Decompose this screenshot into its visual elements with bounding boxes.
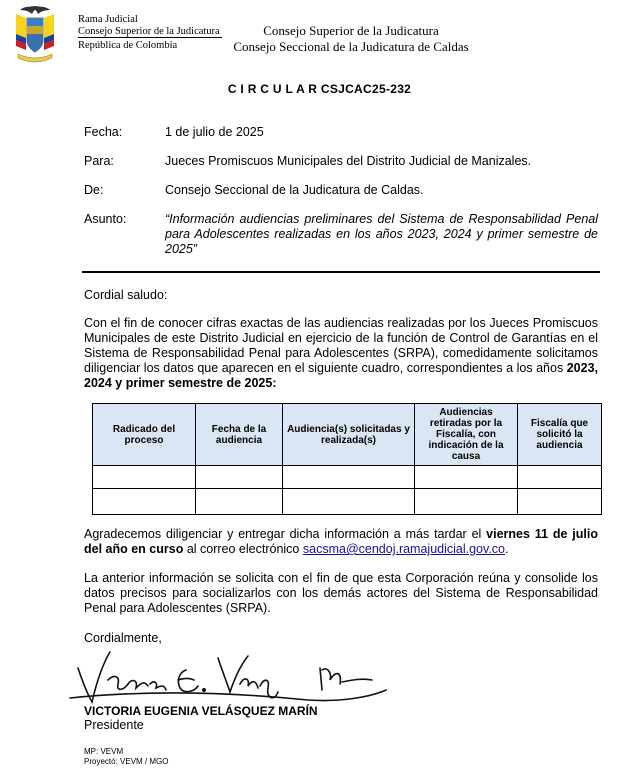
date-label: Fecha: <box>84 125 123 139</box>
from-label: De: <box>84 183 104 197</box>
table-cell[interactable] <box>415 466 518 489</box>
signer-role: Presidente <box>84 718 144 732</box>
from-value: Consejo Seccional de la Judicatura de Caldas. <box>165 183 424 197</box>
email-link[interactable]: sacsma@cendoj.ramajudicial.gov.co <box>302 542 506 556</box>
table-cell[interactable] <box>518 489 602 515</box>
subject-value: “Información audiencias preliminares del Sistema de Responsabilidad Penal para Adolescentes realizadas en los años 2023, 2024 y primer semestre de 2025” <box>165 212 598 256</box>
council-line-1: Consejo Superior de la Judicatura <box>263 23 439 38</box>
table-cell[interactable] <box>196 466 283 489</box>
document-title: C I R C U L A R CSJCAC25-232 <box>227 82 412 96</box>
table-cell[interactable] <box>283 489 415 515</box>
request-text-2: al correo electrónico <box>186 542 300 556</box>
table-row <box>93 466 602 489</box>
subject-label: Asunto: <box>84 212 127 226</box>
to-value: Jueces Promiscuos Municipales del Distrito Judicial de Manizales. <box>165 154 532 168</box>
table-cell[interactable] <box>415 489 518 515</box>
table-cell[interactable] <box>518 466 602 489</box>
request-paragraph <box>84 527 598 557</box>
intro-text: Con el fin de conocer cifras exactas de las audiencias realizadas por los Jueces Promiscuos Municipales de este Distrito Judicial en ejercicio de la función de Control de Garantías en el Sistema de Responsabilidad Penal para Adolescentes (SRPA), comedidamente solicitamos diligenciar los datos que aparecen en el siguiente cuadro, correspondientes a los años <box>84 316 598 375</box>
org-country: República de Colombia <box>78 40 178 51</box>
coat-of-arms-icon <box>10 4 60 66</box>
column-header: Fiscalía que solicitó la audiencia <box>518 404 602 466</box>
column-header: Fecha de la audiencia <box>196 404 283 466</box>
footer-mp: MP: VEVM <box>84 747 124 756</box>
header-divider <box>78 37 222 38</box>
column-header: Radicado del proceso <box>93 404 196 466</box>
to-label: Para: <box>84 154 114 168</box>
intro-bold: 2023, 2024 y primer semestre de 2025: <box>84 361 598 390</box>
table-cell[interactable] <box>93 466 196 489</box>
signer-name: VICTORIA EUGENIA VELÁSQUEZ MARÍN <box>84 704 318 718</box>
council-line-2: Consejo Seccional de la Judicatura de Caldas <box>233 39 469 54</box>
footer-projected: Proyectó: VEVM / MGO <box>84 757 169 766</box>
council-block <box>221 23 481 55</box>
closing: Cordialmente, <box>84 631 162 645</box>
date-value: 1 de julio de 2025 <box>165 125 264 139</box>
intro-paragraph <box>84 316 598 391</box>
table-row <box>93 489 602 515</box>
organization-block <box>78 14 220 52</box>
column-header: Audiencia(s) solicitadas y realizada(s) <box>283 404 415 466</box>
data-table <box>92 403 602 515</box>
request-end: . <box>505 542 509 556</box>
table-cell[interactable] <box>283 466 415 489</box>
request-text: Agradecemos diligenciar y entregar dicha información a más tardar el <box>84 527 482 541</box>
deadline-bold: viernes 11 de julio del año en curso <box>84 527 598 556</box>
table-header-row <box>93 404 602 466</box>
table-cell[interactable] <box>196 489 283 515</box>
org-subname: Consejo Superior de la Judicatura <box>78 26 220 37</box>
org-name: Rama Judicial <box>78 14 138 25</box>
table-cell[interactable] <box>93 489 196 515</box>
column-header: Audiencias retiradas por la Fiscalía, con indicación de la causa <box>415 404 518 466</box>
section-rule <box>82 271 600 273</box>
greeting: Cordial saludo: <box>84 288 168 302</box>
purpose-paragraph: La anterior información se solicita con el fin de que esta Corporación reúna y consolide los datos precisos para socializarlos con los demás actores del Sistema de Responsabilidad Penal para Adolescentes (SRPA). <box>84 571 598 615</box>
